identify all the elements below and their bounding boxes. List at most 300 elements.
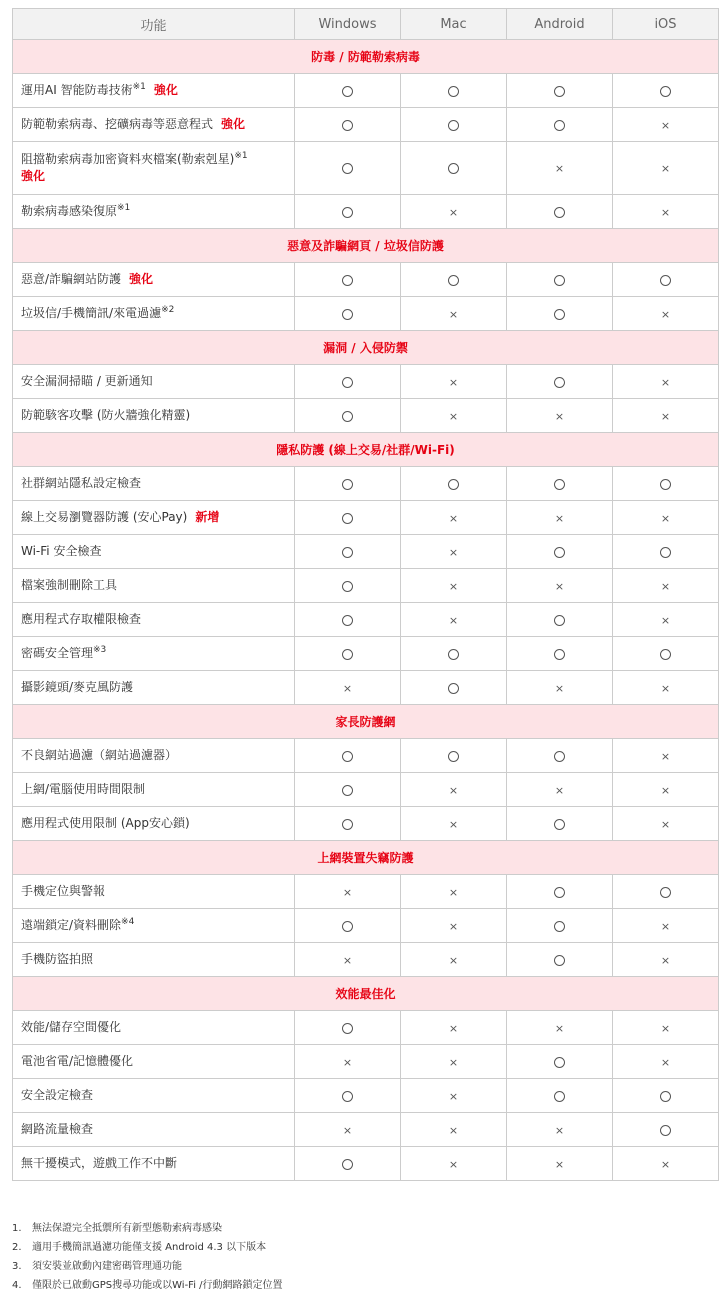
table-row xyxy=(13,501,719,535)
table-row xyxy=(13,637,719,671)
feature-cell xyxy=(13,1147,295,1181)
footnote-number: 4. xyxy=(12,1280,22,1291)
supported-icon xyxy=(342,411,353,422)
not-supported-icon: × xyxy=(448,511,459,525)
supported-icon xyxy=(342,785,353,796)
not-supported-icon: × xyxy=(554,511,565,525)
not-supported-icon: × xyxy=(660,511,671,525)
support-cell-ios xyxy=(613,909,719,943)
support-cell-windows xyxy=(295,399,401,433)
feature-name: 勒索病毒感染復原 xyxy=(21,203,118,218)
support-cell-windows xyxy=(295,807,401,841)
not-supported-icon: × xyxy=(342,953,353,967)
table-row xyxy=(13,263,719,297)
table-row xyxy=(13,943,719,977)
support-cell-ios xyxy=(613,263,719,297)
supported-icon xyxy=(660,479,671,490)
feature-name: 攝影鏡頭/麥克風防護 xyxy=(21,679,134,694)
supported-icon xyxy=(448,163,459,174)
support-cell-mac xyxy=(401,467,507,501)
support-cell-mac xyxy=(401,943,507,977)
support-cell-ios xyxy=(613,739,719,773)
support-cell-android xyxy=(507,1045,613,1079)
footnotes xyxy=(12,1219,718,1295)
not-supported-icon: × xyxy=(448,1123,459,1137)
support-cell-android xyxy=(507,807,613,841)
footnote-item xyxy=(12,1238,718,1257)
support-cell-ios xyxy=(613,142,719,195)
support-cell-mac xyxy=(401,263,507,297)
support-cell-ios xyxy=(613,501,719,535)
support-cell-windows xyxy=(295,603,401,637)
not-supported-icon: × xyxy=(448,579,459,593)
support-cell-mac xyxy=(401,297,507,331)
supported-icon xyxy=(448,479,459,490)
footnote-ref: ※1 xyxy=(117,202,131,213)
support-cell-ios xyxy=(613,365,719,399)
supported-icon xyxy=(554,1091,565,1102)
support-cell-mac xyxy=(401,1113,507,1147)
footnote-ref: ※1 xyxy=(132,81,146,92)
not-supported-icon: × xyxy=(342,885,353,899)
support-cell-android xyxy=(507,569,613,603)
support-cell-mac xyxy=(401,74,507,108)
feature-cell xyxy=(13,1113,295,1147)
not-supported-icon: × xyxy=(554,409,565,423)
not-supported-icon: × xyxy=(554,1021,565,1035)
support-cell-windows xyxy=(295,671,401,705)
support-cell-mac xyxy=(401,909,507,943)
supported-icon xyxy=(342,819,353,830)
table-body xyxy=(13,40,719,1181)
support-cell-mac xyxy=(401,739,507,773)
footnote-ref: ※3 xyxy=(93,644,107,655)
not-supported-icon: × xyxy=(448,613,459,627)
support-cell-mac xyxy=(401,637,507,671)
supported-icon xyxy=(342,207,353,218)
not-supported-icon: × xyxy=(342,1055,353,1069)
support-cell-android xyxy=(507,671,613,705)
not-supported-icon: × xyxy=(342,681,353,695)
support-cell-mac xyxy=(401,501,507,535)
supported-icon xyxy=(342,86,353,97)
support-cell-android xyxy=(507,501,613,535)
footnote-item xyxy=(12,1276,718,1295)
footnote-ref: ※2 xyxy=(161,304,175,315)
support-cell-mac xyxy=(401,108,507,142)
supported-icon xyxy=(660,1125,671,1136)
support-cell-android xyxy=(507,1113,613,1147)
not-supported-icon: × xyxy=(660,1021,671,1035)
support-cell-windows xyxy=(295,365,401,399)
feature-cell xyxy=(13,1011,295,1045)
support-cell-windows xyxy=(295,535,401,569)
not-supported-icon: × xyxy=(660,409,671,423)
not-supported-icon: × xyxy=(660,613,671,627)
support-cell-mac xyxy=(401,1045,507,1079)
table-row xyxy=(13,1147,719,1181)
footnote-ref: ※1 xyxy=(234,150,248,161)
support-cell-ios xyxy=(613,671,719,705)
feature-name: 網路流量檢查 xyxy=(21,1121,94,1136)
header-android: Android xyxy=(507,9,613,40)
not-supported-icon: × xyxy=(660,817,671,831)
feature-cell xyxy=(13,739,295,773)
support-cell-mac xyxy=(401,875,507,909)
table-row xyxy=(13,875,719,909)
not-supported-icon: × xyxy=(448,885,459,899)
feature-cell xyxy=(13,501,295,535)
supported-icon xyxy=(554,120,565,131)
supported-icon xyxy=(342,547,353,558)
feature-cell xyxy=(13,74,295,108)
support-cell-mac xyxy=(401,1011,507,1045)
feature-cell xyxy=(13,399,295,433)
support-cell-windows xyxy=(295,875,401,909)
support-cell-windows xyxy=(295,297,401,331)
support-cell-ios xyxy=(613,535,719,569)
section-row xyxy=(13,841,719,875)
feature-name: 手機防盜拍照 xyxy=(21,951,94,966)
supported-icon xyxy=(554,547,565,558)
supported-icon xyxy=(660,649,671,660)
not-supported-icon: × xyxy=(660,1157,671,1171)
support-cell-mac xyxy=(401,535,507,569)
supported-icon xyxy=(554,819,565,830)
footnote-number: 2. xyxy=(12,1242,22,1253)
supported-icon xyxy=(448,275,459,286)
section-row xyxy=(13,229,719,263)
not-supported-icon: × xyxy=(448,1157,459,1171)
table-row xyxy=(13,467,719,501)
supported-icon xyxy=(554,86,565,97)
section-row xyxy=(13,977,719,1011)
table-row xyxy=(13,739,719,773)
table-row xyxy=(13,1011,719,1045)
feature-cell xyxy=(13,569,295,603)
footnote-text: 須安裝並啟動內建密碼管理通功能 xyxy=(32,1261,182,1272)
not-supported-icon: × xyxy=(554,579,565,593)
feature-name: 惡意/詐騙網站防護 xyxy=(21,271,122,286)
support-cell-windows xyxy=(295,909,401,943)
feature-cell xyxy=(13,773,295,807)
supported-icon xyxy=(342,751,353,762)
table-row xyxy=(13,399,719,433)
supported-icon xyxy=(448,751,459,762)
footnote-number: 3. xyxy=(12,1261,22,1272)
support-cell-mac xyxy=(401,195,507,229)
not-supported-icon: × xyxy=(660,307,671,321)
table-row xyxy=(13,1079,719,1113)
support-cell-ios xyxy=(613,1079,719,1113)
support-cell-ios xyxy=(613,807,719,841)
support-cell-mac xyxy=(401,1147,507,1181)
support-cell-android xyxy=(507,263,613,297)
table-row xyxy=(13,195,719,229)
support-cell-windows xyxy=(295,263,401,297)
support-cell-mac xyxy=(401,671,507,705)
feature-name: 垃圾信/手機簡訊/來電過濾 xyxy=(21,305,162,320)
support-cell-windows xyxy=(295,1113,401,1147)
feature-cell xyxy=(13,1079,295,1113)
supported-icon xyxy=(342,120,353,131)
support-cell-ios xyxy=(613,943,719,977)
feature-cell xyxy=(13,1045,295,1079)
header-mac: Mac xyxy=(401,9,507,40)
feature-name: 線上交易瀏覽器防護 (安心Pay) xyxy=(21,509,188,524)
support-cell-ios xyxy=(613,569,719,603)
feature-name: 電池省電/記憶體優化 xyxy=(21,1053,134,1068)
supported-icon xyxy=(660,275,671,286)
feature-name: 運用AI 智能防毒技術 xyxy=(21,82,133,97)
feature-cell xyxy=(13,195,295,229)
not-supported-icon: × xyxy=(554,1123,565,1137)
feature-name: 遠端鎖定/資料刪除 xyxy=(21,917,122,932)
support-cell-mac xyxy=(401,807,507,841)
support-cell-android xyxy=(507,1079,613,1113)
feature-tag: 強化 xyxy=(221,116,246,131)
support-cell-ios xyxy=(613,74,719,108)
support-cell-windows xyxy=(295,569,401,603)
feature-cell xyxy=(13,108,295,142)
feature-name: 防範勒索病毒、挖礦病毒等惡意程式 xyxy=(21,116,214,131)
supported-icon xyxy=(342,479,353,490)
feature-cell xyxy=(13,637,295,671)
support-cell-ios xyxy=(613,297,719,331)
supported-icon xyxy=(342,163,353,174)
section-title: 家長防護網 xyxy=(13,705,719,739)
supported-icon xyxy=(342,309,353,320)
not-supported-icon: × xyxy=(660,118,671,132)
supported-icon xyxy=(554,649,565,660)
feature-tag: 強化 xyxy=(129,271,154,286)
support-cell-ios xyxy=(613,773,719,807)
support-cell-ios xyxy=(613,399,719,433)
support-cell-ios xyxy=(613,195,719,229)
supported-icon xyxy=(342,921,353,932)
supported-icon xyxy=(448,683,459,694)
support-cell-windows xyxy=(295,1045,401,1079)
feature-name: 防範駭客攻擊 (防火牆強化精靈) xyxy=(21,407,191,422)
not-supported-icon: × xyxy=(448,783,459,797)
footnote-text: 無法保證完全抵禦所有新型態勒索病毒感染 xyxy=(32,1223,222,1234)
support-cell-android xyxy=(507,1011,613,1045)
section-row xyxy=(13,40,719,74)
support-cell-mac xyxy=(401,1079,507,1113)
support-cell-ios xyxy=(613,1011,719,1045)
table-row xyxy=(13,671,719,705)
feature-cell xyxy=(13,535,295,569)
support-cell-android xyxy=(507,943,613,977)
header-ios: iOS xyxy=(613,9,719,40)
support-cell-mac xyxy=(401,399,507,433)
section-row xyxy=(13,705,719,739)
feature-cell xyxy=(13,365,295,399)
support-cell-android xyxy=(507,909,613,943)
support-cell-android xyxy=(507,74,613,108)
feature-tag: 強化 xyxy=(21,169,46,183)
not-supported-icon: × xyxy=(660,681,671,695)
table-row xyxy=(13,74,719,108)
supported-icon xyxy=(554,955,565,966)
support-cell-windows xyxy=(295,637,401,671)
table-row xyxy=(13,1113,719,1147)
not-supported-icon: × xyxy=(448,1089,459,1103)
support-cell-android xyxy=(507,1147,613,1181)
feature-name: 上網/電腦使用時間限制 xyxy=(21,781,146,796)
support-cell-mac xyxy=(401,142,507,195)
section-row xyxy=(13,331,719,365)
support-cell-android xyxy=(507,535,613,569)
supported-icon xyxy=(342,377,353,388)
support-cell-windows xyxy=(295,74,401,108)
feature-name: 阻擋勒索病毒加密資料夾檔案(勒索剋星) xyxy=(21,151,235,166)
not-supported-icon: × xyxy=(660,919,671,933)
support-cell-android xyxy=(507,875,613,909)
support-cell-ios xyxy=(613,603,719,637)
not-supported-icon: × xyxy=(660,205,671,219)
feature-tag: 新增 xyxy=(195,509,220,524)
support-cell-windows xyxy=(295,467,401,501)
supported-icon xyxy=(660,887,671,898)
support-cell-mac xyxy=(401,569,507,603)
section-title: 隱私防護 (線上交易/社群/Wi-Fi) xyxy=(13,433,719,467)
not-supported-icon: × xyxy=(554,783,565,797)
support-cell-android xyxy=(507,142,613,195)
support-cell-windows xyxy=(295,1147,401,1181)
support-cell-android xyxy=(507,365,613,399)
section-title: 防毒 / 防範勒索病毒 xyxy=(13,40,719,74)
feature-name: 安全設定檢查 xyxy=(21,1087,94,1102)
feature-name: 無干擾模式，遊戲工作不中斷 xyxy=(21,1155,178,1170)
not-supported-icon: × xyxy=(554,162,565,175)
not-supported-icon: × xyxy=(448,953,459,967)
footnote-text: 適用手機簡訊過濾功能僅支援 Android 4.3 以下版本 xyxy=(32,1242,267,1253)
supported-icon xyxy=(448,120,459,131)
feature-name: 手機定位與警報 xyxy=(21,883,106,898)
section-title: 效能最佳化 xyxy=(13,977,719,1011)
feature-cell xyxy=(13,909,295,943)
footnote-text: 僅限於已啟動GPS搜尋功能或以Wi-Fi /行動網路鎖定位置 xyxy=(32,1280,283,1291)
supported-icon xyxy=(448,86,459,97)
feature-cell xyxy=(13,671,295,705)
supported-icon xyxy=(554,207,565,218)
not-supported-icon: × xyxy=(554,681,565,695)
feature-name: 密碼安全管理 xyxy=(21,645,94,660)
not-supported-icon: × xyxy=(448,205,459,219)
support-cell-ios xyxy=(613,108,719,142)
supported-icon xyxy=(554,479,565,490)
supported-icon xyxy=(342,275,353,286)
feature-cell xyxy=(13,297,295,331)
table-row xyxy=(13,569,719,603)
table-row xyxy=(13,773,719,807)
support-cell-ios xyxy=(613,1113,719,1147)
feature-cell xyxy=(13,142,295,195)
support-cell-windows xyxy=(295,773,401,807)
support-cell-android xyxy=(507,637,613,671)
supported-icon xyxy=(342,1159,353,1170)
feature-name: 效能/儲存空間優化 xyxy=(21,1019,122,1034)
support-cell-windows xyxy=(295,195,401,229)
not-supported-icon: × xyxy=(448,409,459,423)
supported-icon xyxy=(448,649,459,660)
not-supported-icon: × xyxy=(448,919,459,933)
table-row xyxy=(13,365,719,399)
not-supported-icon: × xyxy=(448,307,459,321)
not-supported-icon: × xyxy=(448,1021,459,1035)
feature-comparison-table xyxy=(12,8,719,1181)
section-title: 惡意及詐騙網頁 / 垃圾信防護 xyxy=(13,229,719,263)
table-row xyxy=(13,108,719,142)
section-title: 漏洞 / 入侵防禦 xyxy=(13,331,719,365)
support-cell-mac xyxy=(401,773,507,807)
support-cell-ios xyxy=(613,875,719,909)
not-supported-icon: × xyxy=(448,1055,459,1069)
not-supported-icon: × xyxy=(448,375,459,389)
support-cell-ios xyxy=(613,1147,719,1181)
not-supported-icon: × xyxy=(660,579,671,593)
support-cell-mac xyxy=(401,603,507,637)
supported-icon xyxy=(554,887,565,898)
support-cell-android xyxy=(507,739,613,773)
feature-cell xyxy=(13,807,295,841)
supported-icon xyxy=(342,615,353,626)
table-row xyxy=(13,603,719,637)
feature-name: 安全漏洞掃瞄 / 更新通知 xyxy=(21,373,153,388)
not-supported-icon: × xyxy=(660,375,671,389)
table-row xyxy=(13,807,719,841)
not-supported-icon: × xyxy=(448,545,459,559)
table-row xyxy=(13,535,719,569)
support-cell-android xyxy=(507,108,613,142)
supported-icon xyxy=(554,615,565,626)
feature-cell xyxy=(13,875,295,909)
feature-name: 應用程式存取權限檢查 xyxy=(21,611,142,626)
supported-icon xyxy=(342,1023,353,1034)
support-cell-ios xyxy=(613,637,719,671)
support-cell-windows xyxy=(295,501,401,535)
support-cell-android xyxy=(507,467,613,501)
supported-icon xyxy=(660,547,671,558)
feature-cell xyxy=(13,603,295,637)
table-row xyxy=(13,1045,719,1079)
not-supported-icon: × xyxy=(660,162,671,175)
not-supported-icon: × xyxy=(342,1123,353,1137)
footnote-number: 1. xyxy=(12,1223,22,1234)
footnote-item xyxy=(12,1257,718,1276)
footnote-ref: ※4 xyxy=(121,916,135,927)
supported-icon xyxy=(660,86,671,97)
support-cell-windows xyxy=(295,739,401,773)
supported-icon xyxy=(554,751,565,762)
supported-icon xyxy=(342,513,353,524)
feature-name: 應用程式使用限制 (App安心鎖) xyxy=(21,815,190,830)
supported-icon xyxy=(554,377,565,388)
header-feature: 功能 xyxy=(13,9,295,40)
feature-name: Wi-Fi 安全檢查 xyxy=(21,543,102,558)
support-cell-windows xyxy=(295,1011,401,1045)
table-row xyxy=(13,297,719,331)
not-supported-icon: × xyxy=(660,749,671,763)
section-row xyxy=(13,433,719,467)
support-cell-mac xyxy=(401,365,507,399)
support-cell-android xyxy=(507,773,613,807)
header-windows: Windows xyxy=(295,9,401,40)
support-cell-windows xyxy=(295,1079,401,1113)
support-cell-ios xyxy=(613,1045,719,1079)
supported-icon xyxy=(554,921,565,932)
